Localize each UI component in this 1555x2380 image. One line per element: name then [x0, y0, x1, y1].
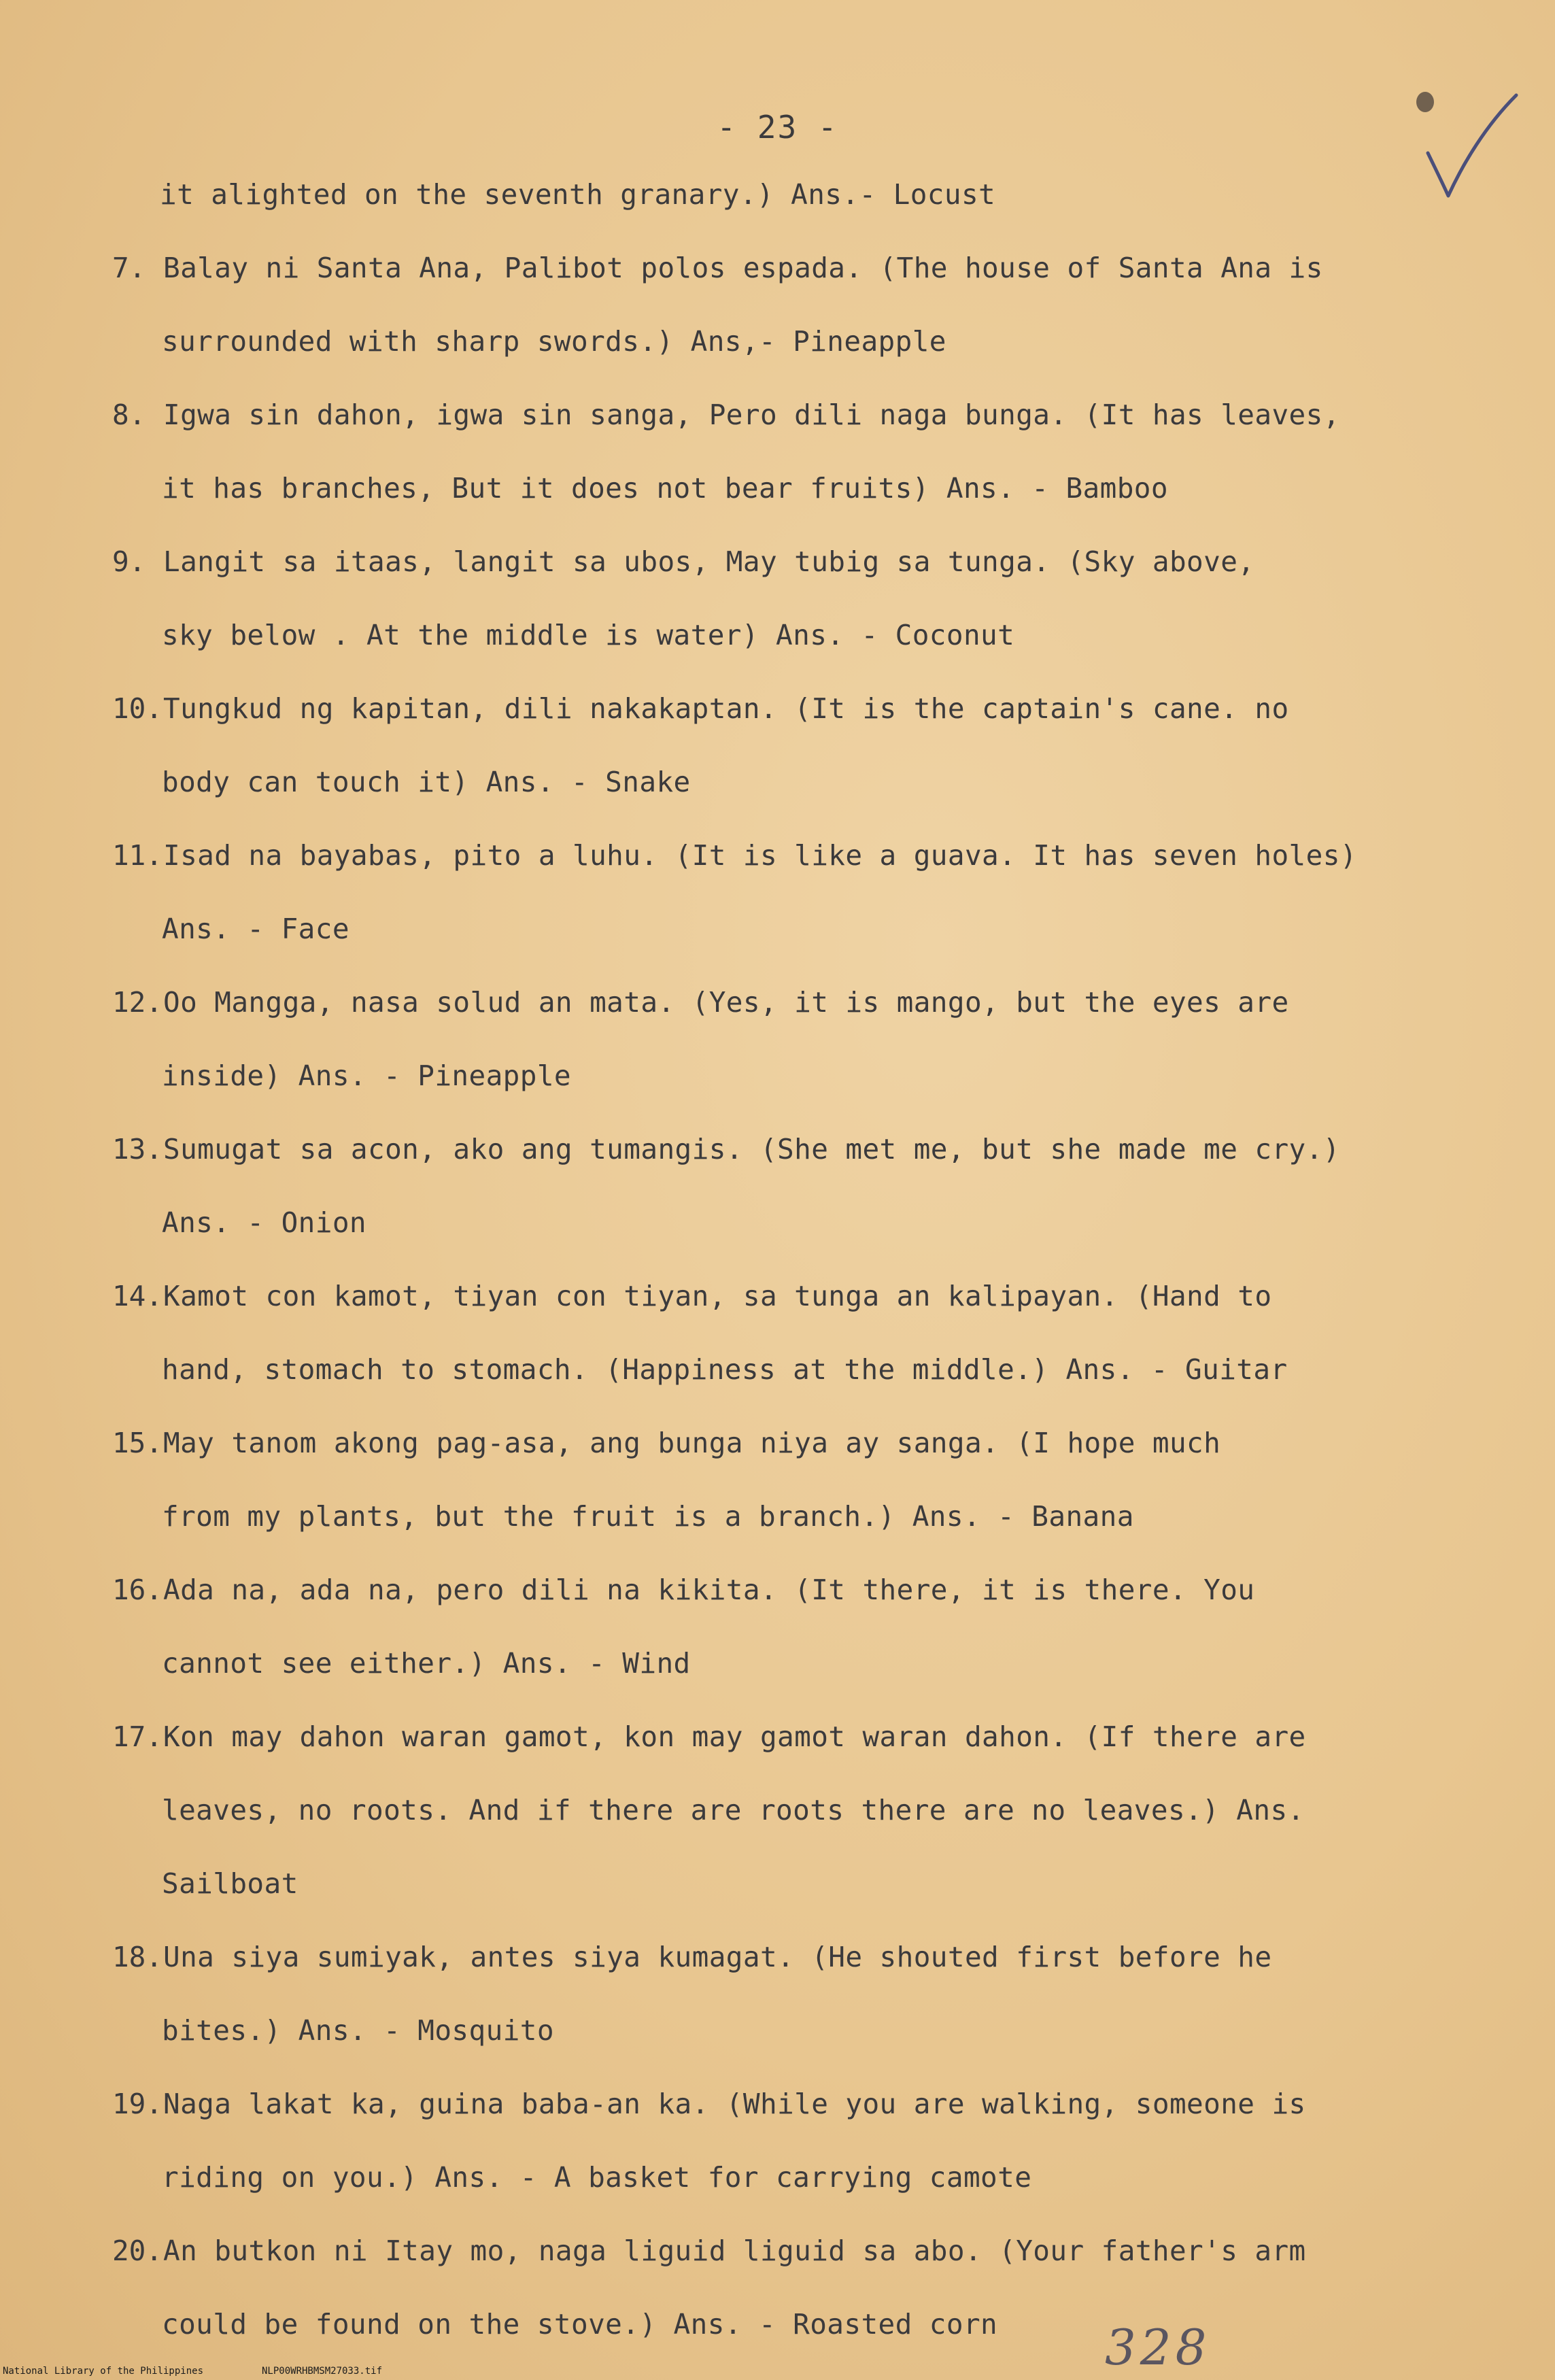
riddle-text-continued: surrounded with sharp swords.) Ans,- Pineapple: [162, 325, 946, 358]
riddle-text: Oo Mangga, nasa solud an mata. (Yes, it is mango, but the eyes are: [163, 986, 1289, 1019]
riddle-text: Balay ni Santa Ana, Palibot polos espada. (The house of Santa Ana is: [163, 252, 1323, 284]
handwritten-page-number: 328: [1105, 2319, 1211, 2376]
riddle-text-continued: hand, stomach to stomach. (Happiness at the middle.) Ans. - Guitar: [162, 1353, 1288, 1386]
riddle-number: 12.: [112, 986, 163, 1019]
footer-library: National Library of the Philippines: [3, 2366, 204, 2377]
riddle-text: An butkon ni Itay mo, naga liguid liguid sa abo. (Your father's arm: [163, 2234, 1306, 2267]
riddle-number: 17.: [112, 1720, 163, 1753]
riddle-text: Isad na bayabas, pito a luhu. (It is like a guava. It has seven holes): [163, 839, 1357, 872]
riddle-text: Tungkud ng kapitan, dili nakakaptan. (It is the captain's cane. no: [163, 692, 1289, 725]
riddle-text: Sumugat sa acon, ako ang tumangis. (She met me, but she made me cry.): [163, 1133, 1340, 1166]
riddle-text: Langit sa itaas, langit sa ubos, May tubig sa tunga. (Sky above,: [163, 545, 1255, 578]
riddle-text-continued: Sailboat: [162, 1867, 298, 1900]
footer-filename: NLP00WRHBMSM27033.tif: [262, 2366, 383, 2377]
riddle-number: 15.: [112, 1427, 163, 1459]
riddle-number: 13.: [112, 1133, 163, 1166]
riddle-text-continued: bites.) Ans. - Mosquito: [162, 2014, 554, 2047]
riddle-text-continued: inside) Ans. - Pineapple: [162, 1059, 572, 1092]
riddle-text-continued: cannot see either.) Ans. - Wind: [162, 1647, 691, 1680]
riddle-number: 8.: [112, 398, 146, 431]
scan-footer: [0, 2364, 1555, 2380]
riddle-number: 14.: [112, 1280, 163, 1312]
riddle-text: Kamot con kamot, tiyan con tiyan, sa tunga an kalipayan. (Hand to: [163, 1280, 1272, 1312]
riddle-number: 18.: [112, 1941, 163, 1973]
riddle-text: Kon may dahon waran gamot, kon may gamot waran dahon. (If there are: [163, 1720, 1306, 1753]
riddle-text-continued: riding on you.) Ans. - A basket for carrying camote: [162, 2161, 1032, 2194]
riddle-number: 19.: [112, 2088, 163, 2120]
page-number: - 23 -: [717, 109, 838, 146]
riddle-text-continued: leaves, no roots. And if there are roots there are no leaves.) Ans.: [162, 1794, 1305, 1826]
riddle-text: Una siya sumiyak, antes siya kumagat. (He shouted first before he: [163, 1941, 1272, 1973]
riddle-text: Naga lakat ka, guina baba-an ka. (While you are walking, someone is: [163, 2088, 1306, 2120]
riddle-text-continued: from my plants, but the fruit is a branch.) Ans. - Banana: [162, 1500, 1134, 1533]
riddle-text-continued: could be found on the stove.) Ans. - Roasted corn: [162, 2308, 998, 2341]
riddle-text-continued: Ans. - Onion: [162, 1206, 367, 1239]
riddle-text-continued: sky below . At the middle is water) Ans. - Coconut: [162, 619, 1015, 651]
riddle-text-continued: it has branches, But it does not bear fruits) Ans. - Bamboo: [162, 472, 1168, 505]
riddle-number: 11.: [112, 839, 163, 872]
riddle-number: 9.: [112, 545, 146, 578]
checkmark-icon: [1421, 88, 1523, 204]
riddle-text-continued: Ans. - Face: [162, 913, 349, 945]
riddle-text: Igwa sin dahon, igwa sin sanga, Pero dili naga bunga. (It has leaves,: [163, 398, 1340, 431]
continuation-line: it alighted on the seventh granary.) Ans.- Locust: [160, 178, 996, 211]
riddle-number: 7.: [112, 252, 146, 284]
riddle-number: 10.: [112, 692, 163, 725]
riddle-text: May tanom akong pag-asa, ang bunga niya ay sanga. (I hope much: [163, 1427, 1221, 1459]
riddle-number: 20.: [112, 2234, 163, 2267]
riddle-text-continued: body can touch it) Ans. - Snake: [162, 766, 691, 798]
riddle-text: Ada na, ada na, pero dili na kikita. (It there, it is there. You: [163, 1574, 1255, 1606]
riddle-number: 16.: [112, 1574, 163, 1606]
